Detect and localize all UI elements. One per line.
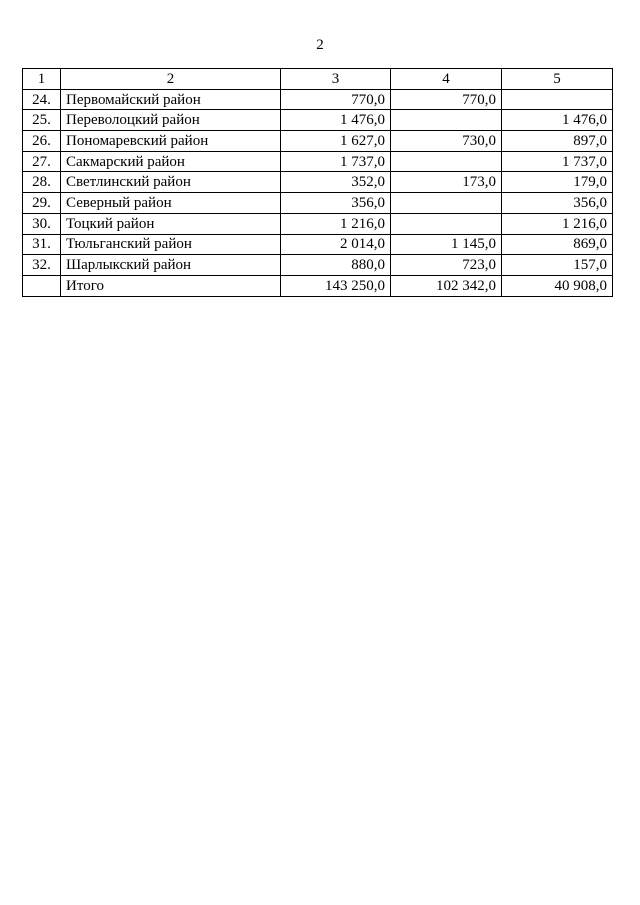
column-3-value-cell: 880,0: [281, 255, 391, 276]
column-header: 4: [391, 69, 502, 90]
data-table: [22, 68, 613, 297]
column-4-value-cell: 723,0: [391, 255, 502, 276]
table-row: [23, 131, 613, 152]
column-3-value-cell: 1 216,0: [281, 213, 391, 234]
column-header: 2: [61, 69, 281, 90]
column-3-value-cell: 1 476,0: [281, 110, 391, 131]
row-number-cell: 26.: [23, 131, 61, 152]
column-header: 5: [502, 69, 613, 90]
column-3-value-cell: 2 014,0: [281, 234, 391, 255]
table-row: [23, 89, 613, 110]
column-4-value-cell: 102 342,0: [391, 275, 502, 296]
column-5-value-cell: 897,0: [502, 131, 613, 152]
column-5-value-cell: 1 216,0: [502, 213, 613, 234]
table-row: [23, 234, 613, 255]
page-number: 2: [316, 37, 324, 53]
district-name-cell: Светлинский район: [61, 172, 281, 193]
column-3-value-cell: 352,0: [281, 172, 391, 193]
column-5-value-cell: 869,0: [502, 234, 613, 255]
row-number-cell: 25.: [23, 110, 61, 131]
column-5-value-cell: 1 476,0: [502, 110, 613, 131]
column-5-value-cell: [502, 89, 613, 110]
column-4-value-cell: 730,0: [391, 131, 502, 152]
column-4-value-cell: [391, 151, 502, 172]
column-5-value-cell: 157,0: [502, 255, 613, 276]
district-name-cell: Итого: [61, 275, 281, 296]
district-name-cell: Первомайский район: [61, 89, 281, 110]
row-number-cell: 30.: [23, 213, 61, 234]
district-name-cell: Тоцкий район: [61, 213, 281, 234]
row-number-cell: 32.: [23, 255, 61, 276]
column-3-value-cell: 143 250,0: [281, 275, 391, 296]
column-3-value-cell: 770,0: [281, 89, 391, 110]
row-number-cell: 29.: [23, 193, 61, 214]
total-row: [23, 275, 613, 296]
column-4-value-cell: [391, 110, 502, 131]
column-4-value-cell: [391, 213, 502, 234]
column-4-value-cell: 1 145,0: [391, 234, 502, 255]
table-row: [23, 151, 613, 172]
table-row: [23, 255, 613, 276]
row-number-cell: 24.: [23, 89, 61, 110]
row-number-cell: [23, 275, 61, 296]
column-header: 3: [281, 69, 391, 90]
column-5-value-cell: 179,0: [502, 172, 613, 193]
table-row: [23, 193, 613, 214]
column-4-value-cell: 173,0: [391, 172, 502, 193]
table-header-row: [23, 69, 613, 90]
column-5-value-cell: 356,0: [502, 193, 613, 214]
column-3-value-cell: 1 737,0: [281, 151, 391, 172]
column-5-value-cell: 1 737,0: [502, 151, 613, 172]
column-5-value-cell: 40 908,0: [502, 275, 613, 296]
table-row: [23, 110, 613, 131]
district-name-cell: Шарлыкский район: [61, 255, 281, 276]
row-number-cell: 27.: [23, 151, 61, 172]
table-row: [23, 172, 613, 193]
district-name-cell: Сакмарский район: [61, 151, 281, 172]
district-name-cell: Северный район: [61, 193, 281, 214]
table-row: [23, 213, 613, 234]
row-number-cell: 31.: [23, 234, 61, 255]
row-number-cell: 28.: [23, 172, 61, 193]
district-name-cell: Тюльганский район: [61, 234, 281, 255]
column-3-value-cell: 356,0: [281, 193, 391, 214]
column-header: 1: [23, 69, 61, 90]
column-3-value-cell: 1 627,0: [281, 131, 391, 152]
district-name-cell: Переволоцкий район: [61, 110, 281, 131]
column-4-value-cell: 770,0: [391, 89, 502, 110]
column-4-value-cell: [391, 193, 502, 214]
district-name-cell: Пономаревский район: [61, 131, 281, 152]
